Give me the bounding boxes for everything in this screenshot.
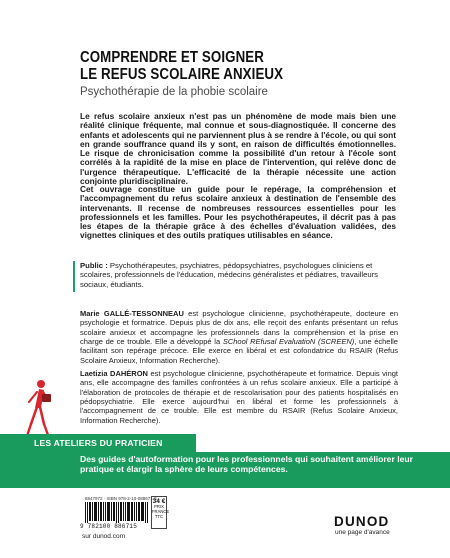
- author-bio-1-text-end: , une échelle facilitant son repérage précoce. Elle exerce en libéral et est cofondatrice du RSAIR (Refus Scolaire Anxieux, Information Recherche).: [80, 337, 398, 365]
- title-line-1: COMPRENDRE ET SOIGNER: [80, 49, 265, 66]
- book-subtitle: Psychothérapie de la phobie scolaire: [80, 86, 268, 98]
- website-link[interactable]: sur dunod.com: [82, 533, 125, 540]
- author-bio-2-text: est psychologue clinicienne, psychothérapeute et formatrice. Depuis vingt ans, elle accompagne des familles confrontées à un refus scolaire anxieux. Elle a participé à l'élaboration de protocoles de thérapie et de rescolarisation pour des patients hospitalisés en pédopsychiatrie. Elle exerce aujourd'hui en libéral et forme les professionnels à l'accompagnement de ce trouble. Elle est membre du RSAIR (Refus Scolaire Anxieux, Information Recherche).: [80, 369, 398, 425]
- publisher-logo: DUNOD: [334, 514, 390, 529]
- screen-scale-name: SChool REfusal EvaluatioN (SCREEN): [222, 337, 355, 347]
- price-box: [151, 496, 170, 529]
- series-description: Des guides d'autoformation pour les professionnels qui souhaitent améliorer leur pratique et élargir la sphère de leurs compétences.: [80, 454, 413, 475]
- author-bio-2: [80, 369, 398, 425]
- publisher-tagline: une page d'avance: [335, 529, 390, 536]
- author-name-2: Laetizia DAHÉRON: [80, 369, 148, 378]
- barcode: [85, 502, 149, 523]
- walking-figure-illustration: [22, 378, 56, 442]
- summary-paragraph-2: Cet ouvrage constitue un guide pour le repérage, la compréhension et l'accompagnement du refus scolaire anxieux à destination de l'ensemble des intervenants. Il recense de nombreuses ressources essentielles pour les professionnels et les familles. Pour les psychothérapeutes, il décrit pas à pas les étapes de la thérapie grâce à des échelles d'évaluation validées, des vignettes cliniques et des outils pratiques utilisables en séance.: [80, 184, 396, 241]
- price-note-3: TTC: [154, 514, 164, 519]
- price: 34 €: [152, 498, 166, 505]
- price-note-2: FRANCE: [152, 509, 170, 514]
- author-bio-1: [80, 309, 398, 365]
- audience-block: [73, 261, 403, 292]
- audience-text: Psychothérapeutes, psychiatres, pédopsychiatres, psychologues cliniciens et scolaires, professionnels de l'éducation, médecins généralistes et pédiatres, travailleurs sociaux, étudiants.: [80, 261, 379, 289]
- audience-label: Public :: [80, 261, 108, 270]
- title-line-2: LE REFUS SCOLAIRE ANXIEUX: [80, 66, 284, 83]
- author-name-1: Marie GALLÉ-TESSONNEAU: [80, 309, 184, 318]
- book-title: [80, 49, 372, 83]
- price-note-1: PRIX: [154, 504, 164, 509]
- isbn-text: 8847972 · ISBN 978-2-10-088671-5: [85, 496, 157, 501]
- summary-paragraph-1: Le refus scolaire anxieux n'est pas un phénomène de mode mais bien une réalité clinique fréquente, mal connue et sous-diagnostiquée. Il concerne des enfants et adolescents qui ne parviennent plus à se rendre à l'école, ou qui sont en grande souffrance quand ils y sont, en raison de difficultés émotionnelles. Le risque de chronicisation comme la possibilité d'un retour à l'école sont corrélés à la rapidité de la mise en place de l'intervention, qui relève donc de l'urgence thérapeutique. L'efficacité de la thérapie nécessite une action conjointe pluridisciplinaire.: [80, 111, 396, 186]
- author-bio-1-text: est psychologue clinicienne, psychothérapeute, docteure en psychologie et formatrice. Depuis plus de dix ans, elle reçoit des enfants présentant un refus scolaire anxieux et accompagne les professionnels dans la compréhension et la prise en charge de ce trouble. Elle a développé la: [80, 309, 398, 347]
- series-label: LES ATELIERS DU PRATICIEN: [0, 434, 196, 452]
- barcode-digits: 9 782100 886715: [80, 523, 138, 530]
